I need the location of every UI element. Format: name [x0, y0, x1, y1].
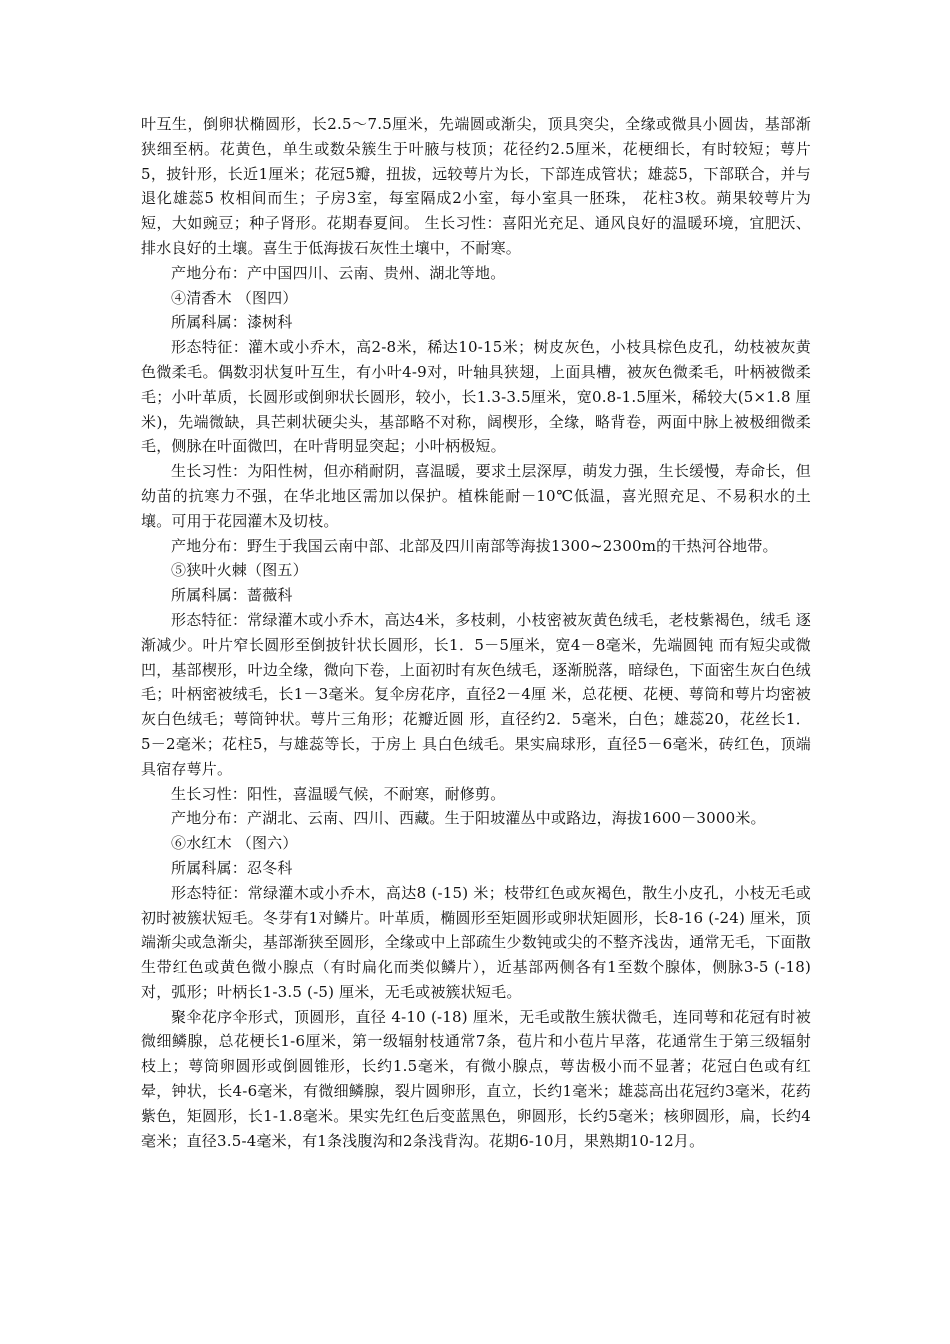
paragraph-morphology: 形态特征：灌木或小乔木，高2-8米，稀达10-15米；树皮灰色，小枝具棕色皮孔，幼枝被灰黄色微柔毛。偶数羽状复叶互生，有小叶4-9对，叶轴具狭翅，上面具槽，被灰色微柔毛，叶柄被微柔毛；小叶革质，长圆形或倒卵状长圆形，较小，长1.3-3.5厘米，宽0.8-1.5厘米，稀较大(5×1.8 厘米)，先端微缺，具芒刺状硬尖头，基部略不对称，阔楔形，全缘，略背卷，两面中脉上被极细微柔毛，侧脉在叶面微凹，在叶背明显突起；小叶柄极短。 — [141, 338, 811, 456]
paragraph-inflorescence: 聚伞花序伞形式，顶圆形，直径 4-10 (-18) 厘米，无毛或散生簇状微毛，连同萼和花冠有时被微细鳞腺，总花梗长1-6厘米，第一级辐射枝通常7条，苞片和小苞片早落，花通常生于第三级辐射枝上；萼筒卵圆形或倒圆锥形，长约1.5毫米，有微小腺点，萼齿极小而不显著；花冠白色或有红晕，钟状，长4-6毫米，有微细鳞腺，裂片圆卵形，直立，长约1毫米；雄蕊高出花冠约3毫米，花药紫色，矩圆形，长1-1.8毫米。果实先红色后变蓝黑色，卵圆形，长约5毫米；核卵圆形，扁，长约4毫米；直径3.5-4毫米，有1条浅腹沟和2条浅背沟。花期6-10月，果熟期10-12月。 — [141, 1007, 811, 1150]
paragraph-morphology: 形态特征：常绿灌木或小乔木，高达8 (-15) 米；枝带红色或灰褐色，散生小皮孔，小枝无毛或初时被簇状短毛。冬芽有1对鳞片。叶革质，椭圆形至矩圆形或卵状矩圆形，长8-16 (-24) 厘米，顶端渐尖或急渐尖，基部渐狭至圆形，全缘或中上部疏生少数钝或尖的不整齐浅齿，通常无毛，下面散生带红色或黄色微小腺点（有时扁化而类似鳞片），近基部两侧各有1至数个腺体，侧脉3-5 (-18) 对，弧形；叶柄长1-3.5 (-5) 厘米，无毛或被簇状短毛。 — [141, 883, 811, 1001]
paragraph-distribution: 产地分布：产湖北、云南、四川、西藏。生于阳坡灌丛中或路边，海拔1600－3000米。 — [171, 809, 766, 828]
section-heading-qingxiangmu: ④清香木 （图四） — [171, 288, 298, 307]
section-heading-shuihongmu: ⑥水红木 （图六） — [171, 834, 298, 853]
paragraph-growth-habit: 生长习性：阳性，喜温暖气候，不耐寒，耐修剪。 — [171, 784, 506, 803]
paragraph-morphology: 形态特征：常绿灌木或小乔木，高达4米，多枝刺，小枝密被灰黄色绒毛，老枝紫褐色，绒毛 逐渐减少。叶片窄长圆形至倒披针状长圆形，长1．5－5厘米，宽4－8毫米，先端圆钝 而有短尖或微凹，基部楔形，叶边全缘，微向下卷，上面初时有灰色绒毛，逐渐脱落，暗绿色，下面密生灰白色绒毛；叶柄密被绒毛，长1－3毫米。复伞房花序，直径2－4厘 米，总花梗、花梗、萼筒和萼片均密被灰白色绒毛；萼筒钟状。萼片三角形；花瓣近圆 形，直径约2．5毫米，白色；雄蕊20，花丝长1．5－2毫米；花柱5，与雄蕊等长，于房上 具白色绒毛。果实扁球形，直径5－6毫米，砖红色，顶端具宿存萼片。 — [141, 610, 811, 778]
paragraph-distribution: 产地分布：产中国四川、云南、贵州、湖北等地。 — [171, 263, 506, 282]
section-heading-xiayehuoji: ⑤狭叶火棘（图五） — [171, 561, 308, 580]
document-page — [141, 112, 811, 1153]
paragraph-morphology-continued: 叶互生，倒卵状椭圆形，长2.5～7.5厘米，先端圆或渐尖，顶具突尖，全缘或微具小圆齿，基部渐狭细至柄。花黄色，单生或数朵簇生于叶腋与枝顶；花径约2.5厘米，花梗细长，有时较短；萼片5，披针形，长近1厘米；花冠5瓣，扭拔，远较萼片为长，下部连成管状；雄蕊5，下部联合，并与退化雄蕊5 枚相间而生；子房3室，每室隔成2小室，每小室具一胚珠， 花柱3枚。蒴果较萼片为短，大如豌豆；种子肾形。花期春夏间。 生长习性：喜阳光充足、通风良好的温暖环境，宜肥沃、排水良好的土壤。喜生于低海拔石灰性土壤中，不耐寒。 — [141, 115, 811, 257]
paragraph-family: 所属科属：忍冬科 — [171, 858, 293, 877]
paragraph-distribution: 产地分布：野生于我国云南中部、北部及四川南部等海拔1300~2300m的干热河谷地带。 — [171, 536, 778, 555]
paragraph-family: 所属科属：蔷薇科 — [171, 586, 293, 605]
paragraph-growth-habit: 生长习性：为阳性树，但亦稍耐阴，喜温暖，要求土层深厚，萌发力强，生长缓慢，寿命长，但幼苗的抗寒力不强，在华北地区需加以保护。植株能耐－10℃低温，喜光照充足、不易积水的土壤。可用于花园灌木及切枝。 — [141, 462, 811, 530]
paragraph-family: 所属科属：漆树科 — [171, 313, 293, 332]
